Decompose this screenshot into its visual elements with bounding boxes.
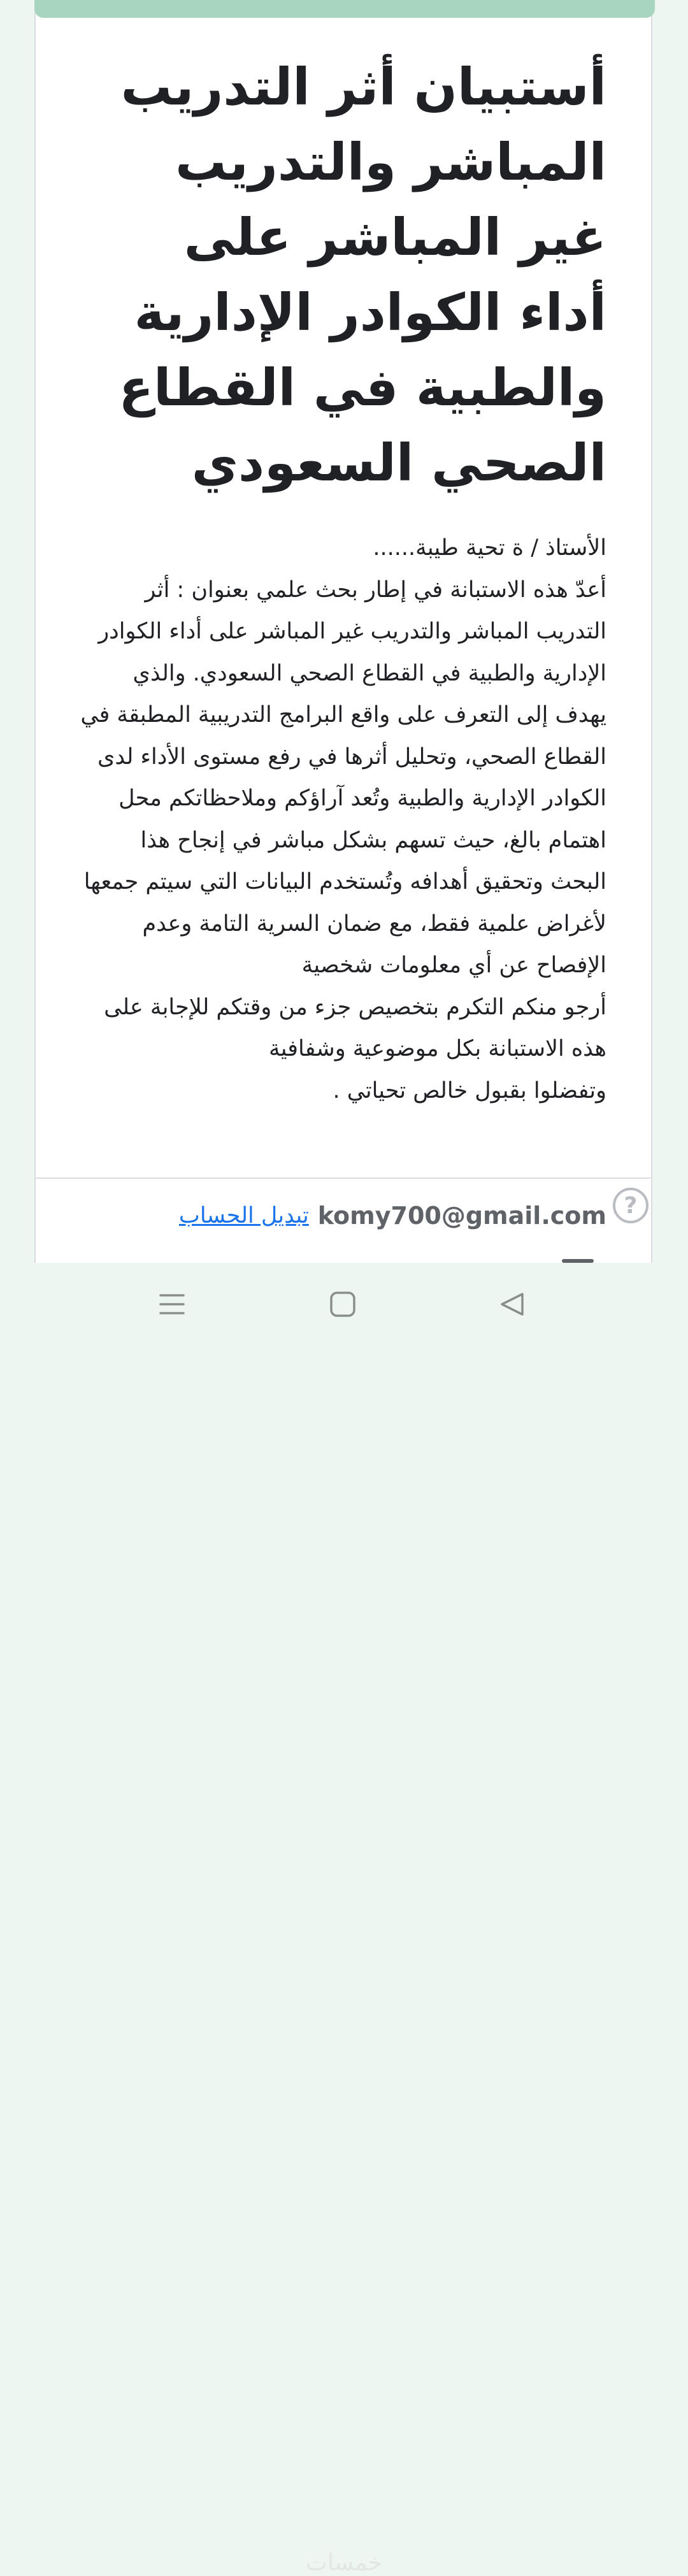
- back-button[interactable]: [487, 1282, 538, 1327]
- form-title: أستبيان أثر التدريب المباشر والتدريب غير المباشر على أداء الكوادر الإدارية والطبية في القطاع الصحي السعودي: [118, 57, 606, 493]
- account-email: komy700@gmail.com: [317, 1202, 606, 1230]
- system-navigation-bar: [0, 1263, 688, 2576]
- help-glyph: ?: [624, 1192, 638, 1219]
- account-row: [179, 1202, 606, 1230]
- help-circle-icon[interactable]: [613, 1188, 649, 1223]
- form-description: الأستاذ / ة تحية طيبة...... أعدّ هذه الاستبانة في إطار بحث علمي بعنوان : أثر التدريب المباشر والتدريب غير المباشر على أداء الكوادر الإدارية والطبية في القطاع الصحي السعودي. والذي يهدف إلى التعرف على واقع البرامج التدريبية المطبقة في القطاع الصحي، وتحليل أثرها في رفع مستوى الأداء لدى الكوادر الإدارية والطبية وتُعد آراؤكم وملاحظاتكم محل اهتمام بالغ، حيث تسهم بشكل مباشر في إنجاح هذا البحث وتحقيق أهدافه وتُستخدم البيانات التي سيتم جمعها لأغراض علمية فقط، مع ضمان السرية التامة وعدم الإفصاح عن أي معلومات شخصية أرجو منكم التكرم بتخصيص جزء من وقتكم للإجابة على هذه الاستبانة بكل موضوعية وشفافية وتفضلوا بقبول خالص تحياتي .: [80, 535, 606, 1104]
- back-icon: [498, 1290, 526, 1318]
- switch-account-link[interactable]: تبديل الحساب: [178, 1203, 309, 1228]
- section-divider: [36, 1177, 651, 1179]
- form-card: [34, 0, 652, 1263]
- home-icon: [329, 1290, 357, 1318]
- form-accent-bar: [34, 0, 655, 18]
- recent-apps-button[interactable]: [147, 1282, 197, 1327]
- watermark-logo: خمسات: [305, 2550, 383, 2576]
- home-button[interactable]: [317, 1282, 368, 1327]
- recent-apps-icon: [158, 1290, 186, 1318]
